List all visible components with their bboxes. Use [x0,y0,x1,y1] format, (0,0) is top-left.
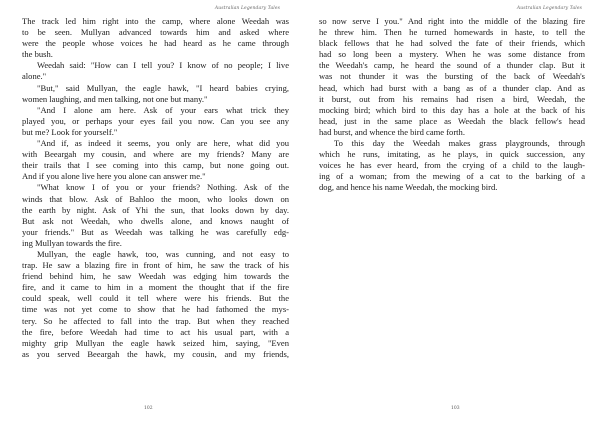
text-line: their trails that I see coming into this camp, but none going out. [22,160,289,171]
text-line: as you served Beeargah the hawk, my cousin, and my friends, [22,348,289,359]
text-line: winds that blow. Ask of Bahloo the moon, who looks down on [22,193,289,204]
running-head: Australian Legendary Tales [516,6,582,11]
text-line: the Weedah's camp, he heard the sound of a thunder clap. But it [319,60,585,71]
text-line: ing of a woman; from the mewing of a cat to the barking of a [319,171,585,182]
text-line: ing Mullyan towards the fire. [22,237,122,248]
text-line: And if you alone live here you alone can answer me." [22,171,206,182]
text-line: black fellows that he had solved the fate of their friends, which [319,38,585,49]
text-line: "But," said Mullyan, the eagle hawk, "I heard babies crying, [37,82,289,93]
text-line: so now serve I you." And right into the middle of the blazing fire [319,16,585,26]
page-body [22,16,289,360]
right-page [300,0,600,424]
text-line: "And I alone am here. Ask of your ears what trick they [37,104,289,115]
text-line: your friends." But as Weedah was talking he was carefully edg- [22,226,289,237]
running-head: Australian Legendary Tales [214,6,280,11]
text-line: But ask not Weedah, who dwells alone, and knows naught of [22,215,289,226]
page-number: 103 [451,406,460,411]
text-line: The track led him right into the camp, where alone Weedah was [22,16,289,26]
text-line: the fire, before Weedah had time to act his usual part, with a [22,326,289,337]
text-line: played you, or perhaps your eyes fail you now. Can you see any [22,115,289,126]
text-line: to be seen. Mullyan advanced towards him and asked where [22,27,289,38]
text-line: fire, and it came to him in a moment the thought that if the fire [22,282,289,293]
text-line: he threw him. Then he turned homewards in haste, to tell the [319,27,585,38]
text-line: To this day the Weedah makes grass playgrounds, through [334,138,585,149]
text-line: mocking bird; which bird to this day has a hole at the back of his [319,104,585,115]
text-line: Weedah said: "How can I tell you? I know of no people; I live [37,60,289,71]
text-line: trap. He saw a blazing fire in front of him, he saw the track of his [22,260,289,271]
text-line: Mullyan, the eagle hawk, too, was cunning, and not easy to [37,248,289,259]
text-line: alone." [22,71,47,82]
text-line: mighty grip Mullyan the eagle hawk seized him, saying, "Even [22,337,289,348]
text-line: "And if, as indeed it seems, you only are here, what did you [37,138,289,149]
text-line: women laughing, and men talking, not one but many." [22,93,208,104]
text-line: had so long been a mystery. When he was some distance from [319,49,585,60]
text-line: tery. So he affected to fall into the trap. But when they reached [22,315,289,326]
text-line: time was not yet come to show that he had fathomed the mys- [22,304,289,315]
text-line: had burst, and whence the bird came forth. [319,126,465,137]
text-line: "What know I of you or your friends? Nothing. Ask of the [37,182,289,193]
text-line: which he runs, imitating, as he plays, in quick succession, any [319,149,585,160]
text-line: it burst, out from his remains had risen a bird, Weedah, the [319,93,585,104]
text-line: but me? Look for yourself." [22,126,118,137]
text-line: with Beeargah my cousin, and where are my friends? Many are [22,149,289,160]
page-number: 102 [144,406,153,411]
text-line: head, which had burst with a bang as of a thunder clap. And as [319,82,585,93]
text-line: could speak, well could it tell where were his friends. But the [22,293,289,304]
text-line: head, just in the same place as Weedah the black fellow's head [319,115,585,126]
page-body [319,16,585,194]
text-line: the earth by night. Ask of Yhi the sun, that looks down by day. [22,204,289,215]
text-line: were the people whose voices he had heard as he came through [22,38,289,49]
text-line: friend behind him, he saw Weedah was edging him towards the [22,271,289,282]
text-line: the bush. [22,49,53,60]
text-line: was not thunder it was the bursting of the back of Weedah's [319,71,585,82]
text-line: dog, and hence his name Weedah, the mocking bird. [319,182,498,193]
text-line: voices he has ever heard, from the crying of a child to the laugh- [319,160,585,171]
